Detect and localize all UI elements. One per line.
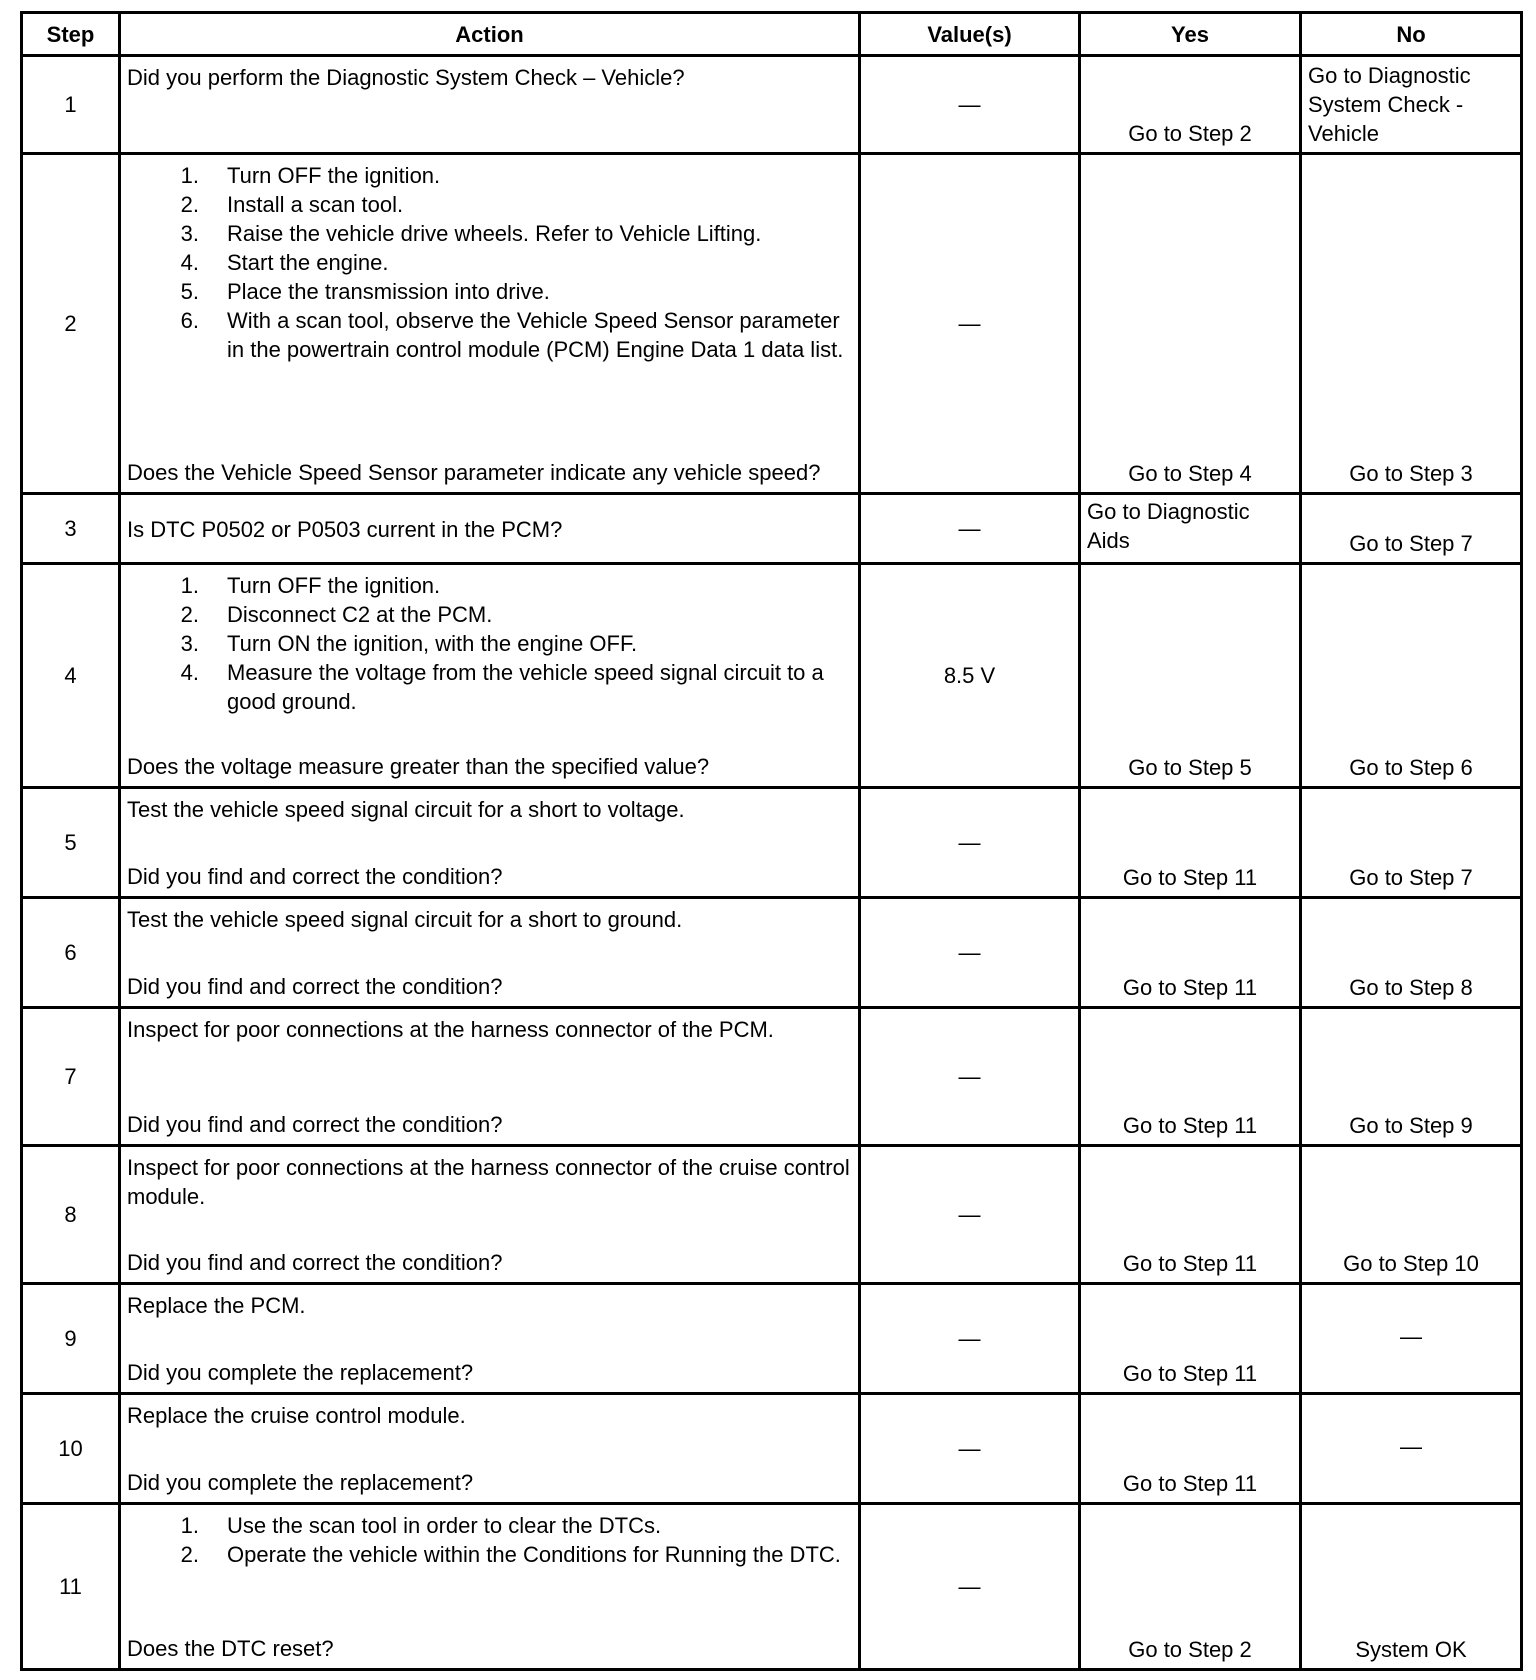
action-question: Did you complete the replacement? [127,1360,474,1385]
table-row [22,898,1522,1008]
list-item: 4. Measure the voltage from the vehicle speed signal circuit to a good ground. [180,660,824,714]
value-cell: — [860,56,1080,154]
header-row [22,13,1522,56]
yes-cell: Go to Step 11 [1080,1284,1301,1394]
action-question: Does the DTC reset? [127,1636,334,1661]
yes-cell: Go to Step 11 [1080,898,1301,1008]
list-item: 4. Start the engine. [180,250,389,275]
action-text: Is DTC P0502 or P0503 current in the PCM? [127,517,563,542]
yes-cell: Go to Step 2 [1080,1504,1301,1670]
action-question: Does the voltage measure greater than the specified value? [127,754,710,779]
list-item: 1. Turn OFF the ignition. [180,163,441,188]
action-question: Did you find and correct the condition? [127,1112,503,1137]
action-cell [120,898,860,1008]
no-cell: Go to Step 7 [1301,788,1522,898]
header-no: No [1301,13,1522,56]
action-cell [120,1504,860,1670]
value-cell: — [860,1504,1080,1670]
procedure-list [127,161,852,364]
yes-cell: Go to Step 11 [1080,1008,1301,1146]
yes-cell: Go to Step 11 [1080,788,1301,898]
yes-cell: Go to Step 5 [1080,564,1301,788]
step-number: 10 [22,1394,120,1504]
no-cell: Go to Step 10 [1301,1146,1522,1284]
yes-cell: Go to Step 2 [1080,56,1301,154]
step-number: 11 [22,1504,120,1670]
list-item: 1. Turn OFF the ignition. [180,573,441,598]
header-step: Step [22,13,120,56]
step-number: 3 [22,494,120,564]
table-row [22,564,1522,788]
no-cell: Go to Step 7 [1301,494,1522,564]
step-number: 1 [22,56,120,154]
value-cell: — [860,1146,1080,1284]
action-question: Did you find and correct the condition? [127,1250,503,1275]
action-cell [120,56,860,154]
header-yes: Yes [1080,13,1301,56]
yes-cell: Go to Step 11 [1080,1394,1301,1504]
list-item: 5. Place the transmission into drive. [180,279,550,304]
action-cell [120,154,860,494]
list-item: 3. Raise the vehicle drive wheels. Refer to Vehicle Lifting. [180,221,762,246]
table-row [22,1394,1522,1504]
step-number: 9 [22,1284,120,1394]
list-item: 1. Use the scan tool in order to clear the DTCs. [180,1513,662,1538]
step-number: 5 [22,788,120,898]
action-question: Did you find and correct the condition? [127,864,503,889]
value-cell: — [860,788,1080,898]
table-row [22,494,1522,564]
list-item: 6. With a scan tool, observe the Vehicle Speed Sensor parameter in the powertrain control module (PCM) Engine Data 1 data list. [180,308,844,362]
table-row [22,56,1522,154]
no-cell: Go to Step 6 [1301,564,1522,788]
action-cell [120,1284,860,1394]
value-cell: — [860,898,1080,1008]
no-cell: Go to Step 9 [1301,1008,1522,1146]
step-number: 7 [22,1008,120,1146]
no-cell: — [1301,1284,1522,1394]
step-number: 6 [22,898,120,1008]
yes-cell: Go to Diagnostic Aids [1080,494,1301,564]
action-cell [120,1394,860,1504]
table-row [22,154,1522,494]
list-item: 2. Disconnect C2 at the PCM. [180,602,493,627]
diagnostic-table [20,11,1523,1671]
header-values: Value(s) [860,13,1080,56]
value-cell: — [860,494,1080,564]
table-row [22,1146,1522,1284]
step-number: 2 [22,154,120,494]
list-item: 2. Install a scan tool. [180,192,404,217]
no-cell: Go to Step 8 [1301,898,1522,1008]
table-row [22,1504,1522,1670]
value-cell: — [860,1394,1080,1504]
list-item: 2. Operate the vehicle within the Conditions for Running the DTC. [180,1542,841,1567]
value-cell: — [860,1008,1080,1146]
no-cell: System OK [1301,1504,1522,1670]
action-text: Test the vehicle speed signal circuit for a short to voltage. [127,797,685,822]
action-cell [120,1146,860,1284]
action-cell [120,564,860,788]
action-question: Did you find and correct the condition? [127,974,503,999]
action-text: Did you perform the Diagnostic System Check – Vehicle? [127,65,685,90]
table-row [22,788,1522,898]
value-cell: 8.5 V [860,564,1080,788]
list-item: 3. Turn ON the ignition, with the engine OFF. [180,631,638,656]
action-text: Inspect for poor connections at the harness connector of the cruise control module. [127,1155,850,1209]
action-cell [120,494,860,564]
table-row [22,1284,1522,1394]
action-cell [120,788,860,898]
action-text: Inspect for poor connections at the harness connector of the PCM. [127,1017,774,1042]
procedure-list [127,1511,852,1569]
procedure-list [127,571,852,716]
yes-cell: Go to Step 11 [1080,1146,1301,1284]
action-text: Replace the PCM. [127,1293,306,1318]
value-cell: — [860,1284,1080,1394]
action-text: Replace the cruise control module. [127,1403,466,1428]
step-number: 4 [22,564,120,788]
value-cell: — [860,154,1080,494]
header-action: Action [120,13,860,56]
yes-cell: Go to Step 4 [1080,154,1301,494]
table-row [22,1008,1522,1146]
action-question: Does the Vehicle Speed Sensor parameter indicate any vehicle speed? [127,460,821,485]
no-cell: Go to Diagnostic System Check - Vehicle [1301,56,1522,154]
action-cell [120,1008,860,1146]
step-number: 8 [22,1146,120,1284]
action-text: Test the vehicle speed signal circuit for a short to ground. [127,907,683,932]
no-cell: Go to Step 3 [1301,154,1522,494]
no-cell: — [1301,1394,1522,1504]
action-question: Did you complete the replacement? [127,1470,474,1495]
